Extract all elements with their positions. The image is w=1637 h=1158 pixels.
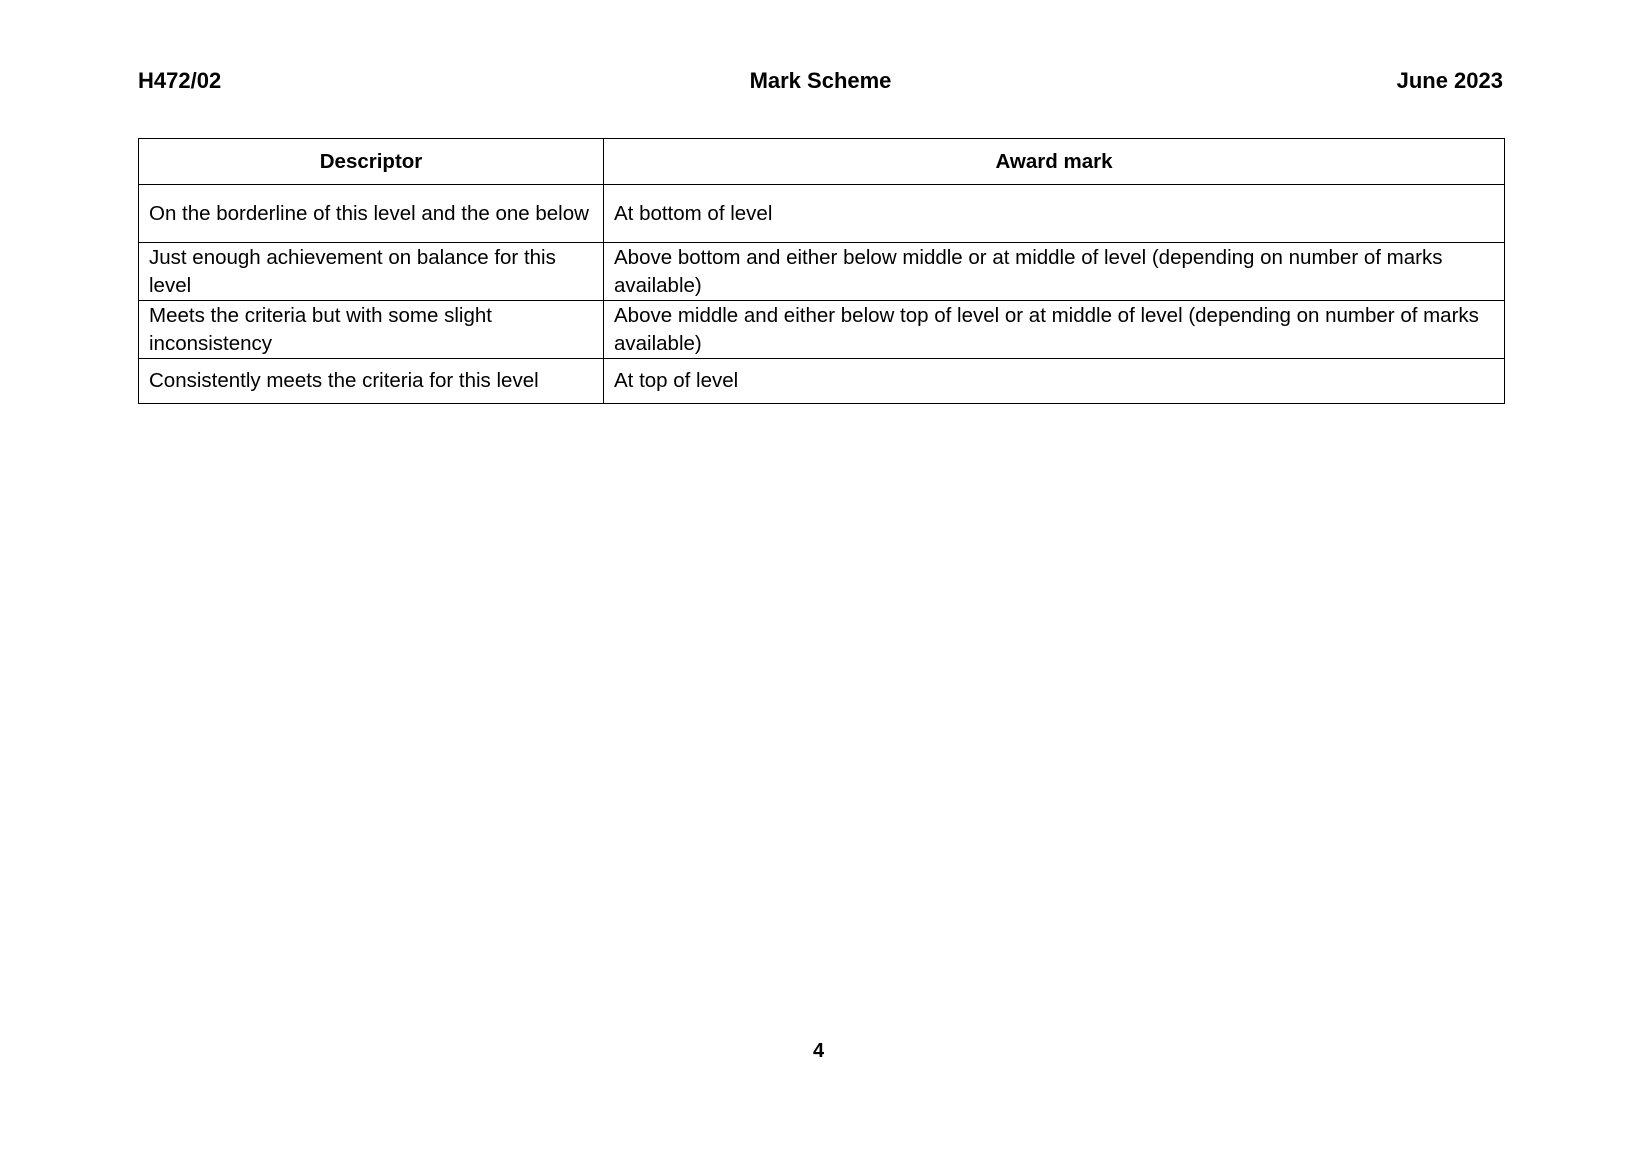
- descriptor-cell: On the borderline of this level and the one below: [139, 185, 604, 243]
- page-number: 4: [812, 1040, 825, 1062]
- descriptor-cell: Consistently meets the criteria for this level: [139, 359, 604, 404]
- column-header-descriptor: Descriptor: [139, 139, 604, 185]
- award-cell: Above middle and either below top of level or at middle of level (depending on number of marks available): [604, 301, 1505, 359]
- descriptor-cell: Meets the criteria but with some slight inconsistency: [139, 301, 604, 359]
- award-cell: At bottom of level: [604, 185, 1505, 243]
- award-mark-table: [138, 138, 1505, 404]
- page-header: [138, 68, 1503, 98]
- table-row: [139, 359, 1505, 404]
- award-cell: At top of level: [604, 359, 1505, 404]
- award-cell: Above bottom and either below middle or at middle of level (depending on number of marks available): [604, 243, 1505, 301]
- exam-date: June 2023: [1396, 68, 1503, 93]
- column-header-award-mark: Award mark: [604, 139, 1505, 185]
- document-title: Mark Scheme: [749, 68, 892, 93]
- table-row: [139, 243, 1505, 301]
- paper-code: H472/02: [138, 68, 222, 93]
- table-row: [139, 185, 1505, 243]
- descriptor-cell: Just enough achievement on balance for this level: [139, 243, 604, 301]
- table-header-row: [139, 139, 1505, 185]
- table-row: [139, 301, 1505, 359]
